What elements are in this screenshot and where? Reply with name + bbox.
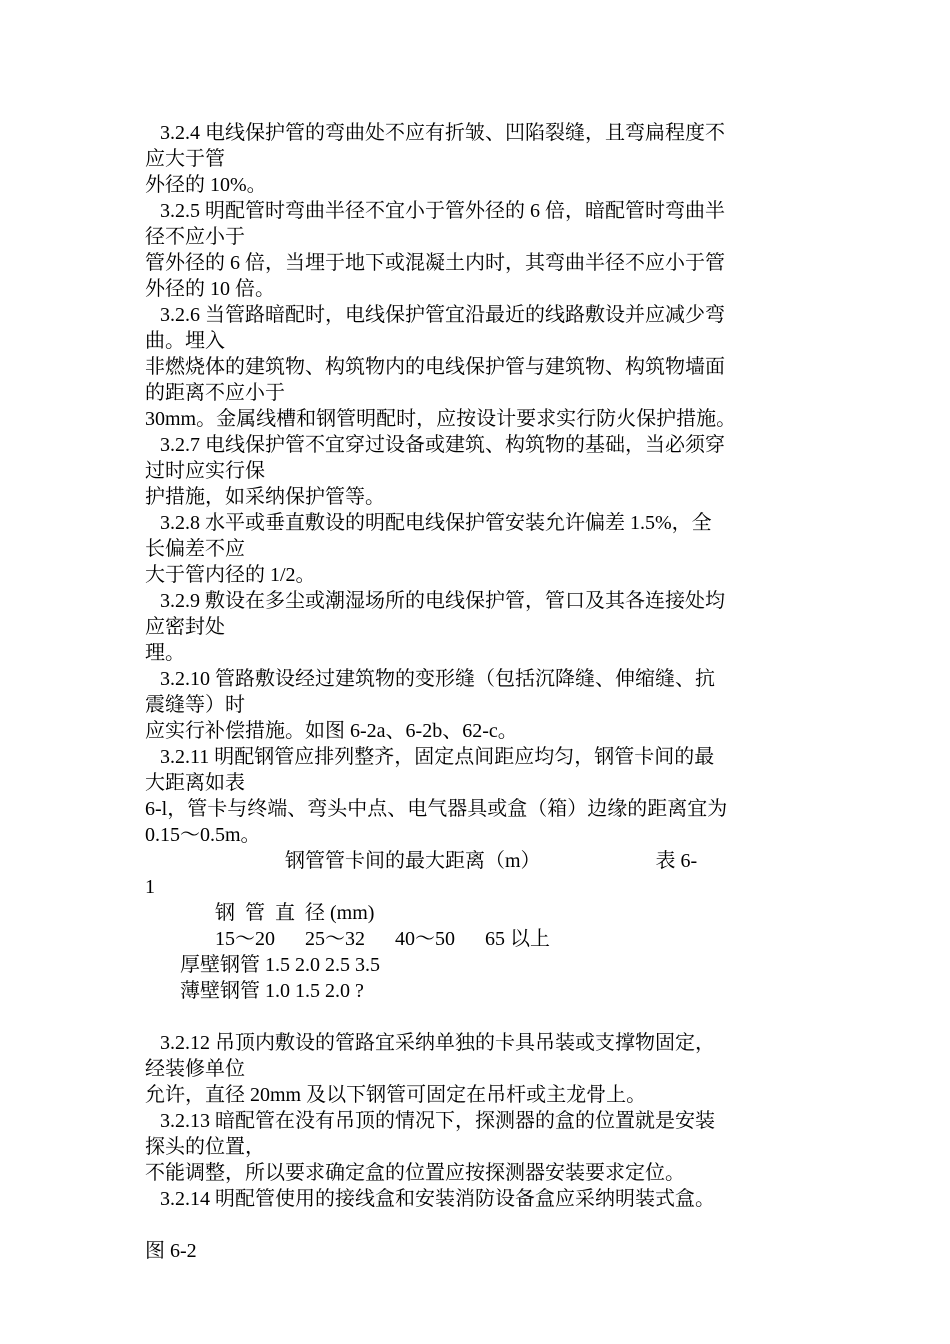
text-line: 应实行补偿措施。如图 6-2a、6-2b、62-c。 bbox=[145, 720, 518, 742]
text-line: 探头的位置， bbox=[145, 1136, 265, 1158]
text-line: 3.2.6 当管路暗配时，电线保护管宜沿最近的线路敷设并应减少弯 bbox=[145, 304, 725, 326]
text-line: 的距离不应小于 bbox=[145, 382, 285, 404]
text-line: 图 6-2 bbox=[145, 1240, 197, 1262]
text-line: 3.2.4 电线保护管的弯曲处不应有折皱、凹陷裂缝，且弯扁程度不 bbox=[145, 122, 725, 144]
text-line: 3.2.12 吊顶内敷设的管路宜采纳单独的卡具吊装或支撑物固定， bbox=[145, 1032, 715, 1054]
text-line: 理。 bbox=[145, 642, 185, 664]
text-line: 3.2.14 明配管使用的接线盒和安装消防设备盒应采纳明装式盒。 bbox=[145, 1188, 715, 1210]
text-line: 震缝等）时 bbox=[145, 694, 245, 716]
text-line: 长偏差不应 bbox=[145, 538, 245, 560]
text-line: 薄壁钢管 1.0 1.5 2.0 ? bbox=[145, 980, 364, 1002]
text-line: 3.2.10 管路敷设经过建筑物的变形缝（包括沉降缝、伸缩缝、抗 bbox=[145, 668, 715, 690]
text-line: 3.2.7 电线保护管不宜穿过设备或建筑、构筑物的基础，当必须穿 bbox=[145, 434, 725, 456]
text-line: 6-l，管卡与终端、弯头中点、电气器具或盒（箱）边缘的距离宜为 bbox=[145, 798, 728, 820]
text-line: 3.2.9 敷设在多尘或潮湿场所的电线保护管，管口及其各连接处均 bbox=[145, 590, 725, 612]
text-line: 管外径的 6 倍，当埋于地下或混凝土内时，其弯曲半径不应小于管 bbox=[145, 252, 725, 274]
text-line: 应大于管 bbox=[145, 148, 225, 170]
text-line: 允许，直径 20mm 及以下钢管可固定在吊杆或主龙骨上。 bbox=[145, 1084, 647, 1106]
text-line: 外径的 10%。 bbox=[145, 174, 267, 196]
text-line: 大距离如表 bbox=[145, 772, 245, 794]
text-line: 外径的 10 倍。 bbox=[145, 278, 275, 300]
text-line: 3.2.8 水平或垂直敷设的明配电线保护管安装允许偏差 1.5%，全 bbox=[145, 512, 712, 534]
text-line: 非燃烧体的建筑物、构筑物内的电线保护管与建筑物、构筑物墙面 bbox=[145, 356, 725, 378]
text-line: 过时应实行保 bbox=[145, 460, 265, 482]
text-line: 经装修单位 bbox=[145, 1058, 245, 1080]
text-line: 钢管管卡间的最大距离（m） 表 6- bbox=[145, 850, 698, 872]
text-line bbox=[145, 1212, 810, 1238]
text-line: 不能调整，所以要求确定盒的位置应按探测器安装要求定位。 bbox=[145, 1162, 685, 1184]
text-line: 护措施，如采纳保护管等。 bbox=[145, 486, 385, 508]
text-line: 0.15～0.5m。 bbox=[145, 824, 261, 846]
text-line: 3.2.5 明配管时弯曲半径不宜小于管外径的 6 倍，暗配管时弯曲半 bbox=[145, 200, 725, 222]
text-line: 径不应小于 bbox=[145, 226, 245, 248]
document-body bbox=[145, 120, 810, 1264]
text-line: 1 bbox=[145, 876, 155, 898]
text-line: 3.2.13 暗配管在没有吊顶的情况下，探测器的盒的位置就是安装 bbox=[145, 1110, 715, 1132]
text-line: 应密封处 bbox=[145, 616, 225, 638]
text-line: 3.2.11 明配钢管应排列整齐，固定点间距应均匀，钢管卡间的最 bbox=[145, 746, 715, 768]
text-line: 15～20 25～32 40～50 65 以上 bbox=[145, 928, 550, 950]
text-line: 钢 管 直 径 (mm) bbox=[145, 902, 375, 924]
text-line: 大于管内径的 1/2。 bbox=[145, 564, 316, 586]
text-line: 厚壁钢管 1.5 2.0 2.5 3.5 bbox=[145, 954, 380, 976]
text-line: 曲。埋入 bbox=[145, 330, 225, 352]
text-line: 30mm。金属线槽和钢管明配时，应按设计要求实行防火保护措施。 bbox=[145, 408, 737, 430]
text-line bbox=[145, 1004, 810, 1030]
